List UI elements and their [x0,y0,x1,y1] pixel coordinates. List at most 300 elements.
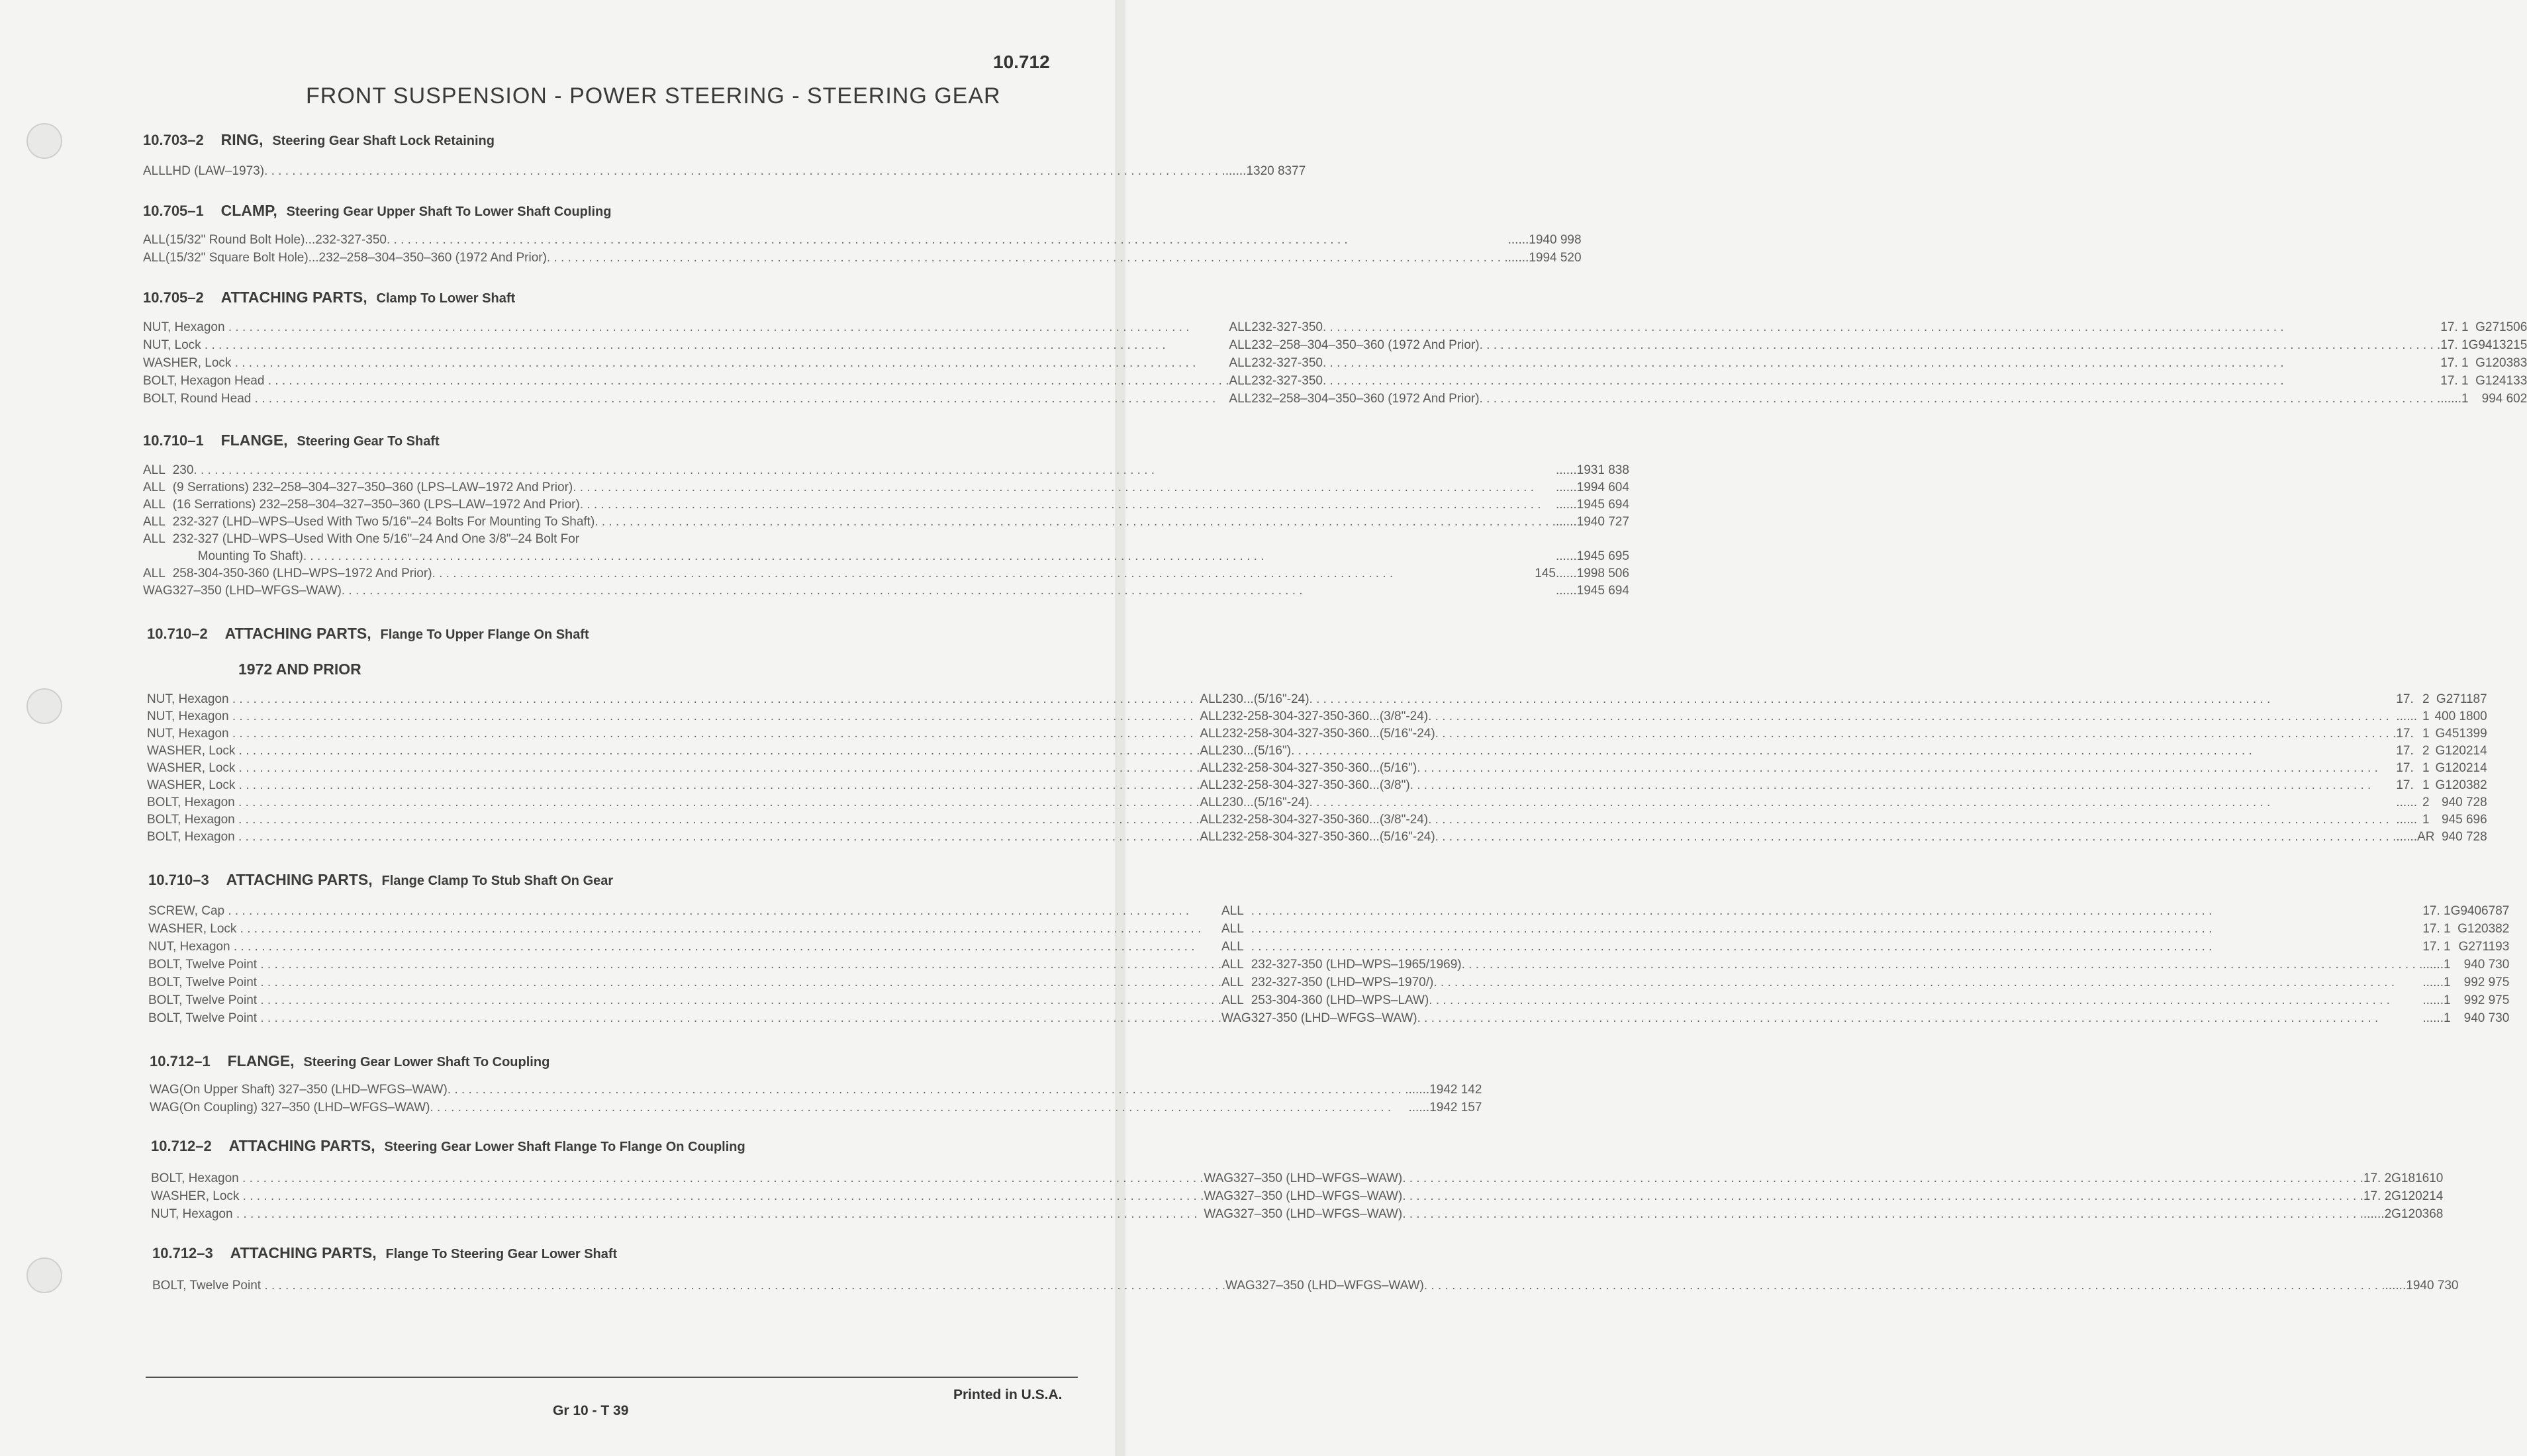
part-number-cell: 940 730 [2463,1011,2510,1025]
part-name: SCREW, Cap [148,904,225,918]
description-text: Mounting To Shaft) [197,549,303,563]
part-number-cell: G271193 [2458,940,2510,954]
section-part-name: ATTACHING PARTS, [230,1244,377,1261]
description-cell [173,515,1556,532]
section-number: 10.710–2 [147,625,208,642]
description-text: 232-327-350 [1251,356,1323,370]
table-row [150,1101,1482,1118]
table-row [143,549,1629,567]
dot-leader [235,830,1200,844]
description-cell [179,1101,1409,1118]
table-row [143,498,1629,515]
dot-leader [193,463,1556,478]
part-name: WASHER, Lock [147,761,236,775]
section-heading [147,625,589,643]
part-number-cell: 940 728 [2442,830,2487,844]
description-text: 327–350 (LHD–WFGS–WAW) [1255,1279,1424,1293]
table-row [147,778,2487,796]
dot-leader [264,374,1229,388]
part-number-cell: 942 142 [1436,1083,1482,1097]
quantity-cell: 1 [1576,567,1584,580]
table-row [143,320,2527,338]
illustration-cell: 17. [2422,922,2440,936]
illustration-cell: ...... [2422,958,2444,972]
part-name: WASHER, Lock [147,744,236,758]
dot-leader [342,584,1556,598]
table-row [143,164,1306,182]
description-cell [1255,1279,2385,1297]
dot-leader [229,692,1194,706]
dot-leader [235,796,1200,809]
section-part-name: FLANGE, [220,432,288,449]
part-name-cell [152,1279,1225,1297]
part-name: NUT, Hexagon [147,692,229,706]
description-text: 327-350 (LHD–WFGS–WAW) [1251,1011,1417,1025]
section-description: Flange To Upper Flange On Shaft [380,627,589,642]
description-wrap [166,164,1225,179]
dot-leader [1291,744,2396,758]
parts-table [143,320,2527,410]
section-description: Flange To Steering Gear Lower Shaft [385,1247,618,1261]
model-cell: WAG [143,584,173,598]
dot-leader [264,164,1225,179]
section-description: Steering Gear Lower Shaft To Coupling [303,1055,550,1069]
model-cell: ALL [1221,958,1244,972]
part-number-cell: 998 506 [1584,567,1629,580]
model-cell: ALL [143,532,166,546]
dot-leader [239,1171,1204,1185]
section-part-name: ATTACHING PARTS, [226,871,373,888]
quantity-cell: 1 [2422,761,2430,775]
description-text: 232-327 (LHD–WPS–Used With One 5/16"–24 And One 3/8"–24 Bolt For [172,532,580,546]
quantity-cell: 1 [2461,356,2469,370]
quantity-cell: 2 [2384,1171,2392,1185]
description-wrap [179,1101,1409,1115]
quantity-cell: 1 [2422,813,2430,827]
model-cell: ALL [1221,922,1244,936]
quantity-cell: 1 [2422,727,2430,741]
quantity-cell: 1 [1576,480,1584,494]
quantity-cell: 1 [2422,709,2430,723]
part-name: NUT, Hexagon [147,709,229,723]
quantity-cell: 2 [2384,1207,2392,1221]
table-row [147,709,2487,727]
illustration-cell: ...... [1408,1101,1430,1115]
illustration-cell: ...... [2396,813,2418,827]
model-cell: WAG [1221,1011,1251,1025]
description-cell [1222,813,2396,830]
dot-leader [257,958,1221,972]
illustration-cell: ...... [1225,164,1247,178]
dot-leader [1424,1279,2385,1293]
dot-leader [257,976,1221,989]
part-name: BOLT, Twelve Point [148,958,258,972]
part-name-cell [143,320,1229,338]
description-text: 232-258-304-327-350-360...(3/8"-24) [1222,813,1429,827]
description-wrap [173,549,1556,564]
part-name: NUT, Hexagon [143,320,225,334]
table-row [143,392,2527,410]
section-description: Steering Gear Upper Shaft To Lower Shaft Coupling [286,205,612,219]
quantity-cell: 1 [2444,940,2451,954]
table-row [143,251,1582,269]
model-cell: ALL [1200,761,1223,775]
illustration-cell: 17. [2396,744,2414,758]
model-cell: ALL [143,233,166,247]
table-row [143,233,1582,251]
description-wrap [1222,761,2396,776]
section-part-name: ATTACHING PARTS, [228,1137,375,1154]
illustration-cell: ...... [1555,549,1577,563]
model-cell: ALL [1200,830,1223,844]
description-text: 232-258-304-327-350-360...(3/8") [1222,778,1410,792]
dot-leader [201,338,1166,352]
part-name: WASHER, Lock [151,1189,240,1203]
table-row [150,1083,1482,1101]
illustration-cell: 17. [2422,904,2440,918]
model-cell: ALL [1200,709,1223,723]
description-wrap [1222,727,2396,741]
description-cell [1222,727,2396,744]
dot-leader [303,549,1556,564]
quantity-cell: 1 [1429,1083,1437,1097]
part-name: BOLT, Hexagon [147,796,235,809]
model-cell: ALL [1221,976,1244,989]
section-number: 10.712–2 [151,1138,212,1154]
illustration-cell: ...... [2422,993,2444,1007]
part-number-cell: G120383 [2475,356,2527,370]
section-number: 10.703–2 [143,132,204,148]
description-wrap [1251,1011,2423,1026]
part-number-cell: G120382 [2457,922,2510,936]
description-cell [173,480,1556,498]
illustration-cell: ...... [1507,233,1529,247]
illustration-cell: ...... [2440,392,2461,406]
description-wrap [1222,709,2396,724]
quantity-cell: 1 [1529,233,1536,247]
description-text: (15/32" Round Bolt Hole)...232-327-350 [165,233,387,247]
description-wrap [173,567,1556,581]
part-number-cell: 945 694 [1584,498,1629,512]
part-number-cell: 945 694 [1584,584,1629,598]
dot-leader [1417,1011,2423,1026]
description-text: 232-258-304-327-350-360...(3/8"-24) [1222,709,1429,723]
description-text: 230 [172,463,194,477]
model-cell: WAG [150,1101,179,1115]
table-row [147,692,2487,709]
part-name-cell [147,692,1200,709]
quantity-cell: 1 [2422,778,2430,792]
description-wrap [1233,1207,2363,1222]
section-heading [152,1244,617,1262]
table-row [148,940,2509,958]
table-row [148,904,2509,922]
quantity-cell: 1 [1576,549,1584,563]
description-wrap [1251,976,2423,990]
table-row [151,1207,2443,1225]
dot-leader [230,940,1195,954]
model-cell: ALL [143,515,166,529]
part-number-cell: G271187 [2436,692,2487,706]
part-name-cell [147,813,1200,830]
dot-leader [1402,1207,2363,1222]
section-heading [143,432,440,449]
model-cell: ALL [1200,813,1223,827]
description-cell [166,251,1508,269]
description-wrap [173,498,1556,512]
dot-leader [261,1279,1225,1293]
quantity-cell: 2 [2422,744,2430,758]
illustration-cell: 17. [2396,727,2414,741]
description-cell [1251,356,2440,374]
dot-leader [547,251,1508,265]
description-cell [1251,976,2423,993]
dot-leader [235,761,1200,775]
section-heading [143,202,611,220]
part-number-cell: 940 730 [2463,958,2510,972]
description-cell [173,532,1556,549]
table-row [148,1011,2509,1029]
description-text: 327–350 (LHD–WFGS–WAW) [1233,1171,1403,1185]
model-cell: WAG [1204,1189,1234,1203]
model-cell: ALL [1200,692,1223,706]
quantity-cell: 1 [2461,374,2469,388]
illustration-cell: ...... [1507,251,1529,265]
part-name: WASHER, Lock [143,356,232,370]
dot-leader [1323,356,2440,371]
quantity-cell: AR [2417,830,2435,844]
description-text: 232-258-304-327-350-360...(5/16"-24) [1222,727,1435,741]
description-cell [1233,1171,2363,1189]
dot-leader [231,356,1196,370]
table-row [147,830,2487,847]
quantity-cell [1577,532,1584,549]
section-part-name: RING, [220,131,263,148]
description-cell [173,567,1556,584]
dot-leader [235,813,1200,827]
description-text: (15/32" Square Bolt Hole)...232–258–304–350–360 (1972 And Prior) [165,251,547,265]
table-row [143,356,2527,374]
part-name: WASHER, Lock [148,922,237,936]
table-row [147,796,2487,813]
description-cell [1233,1207,2363,1225]
dot-leader [595,515,1556,529]
section-number: 10.710–3 [148,872,209,888]
part-number-cell: 400 1800 [2434,709,2487,723]
part-number-cell: 940 998 [1535,233,1582,247]
table-row [143,480,1629,498]
description-text: (On Coupling) 327–350 (LHD–WFGS–WAW) [179,1101,430,1115]
dot-leader [1402,1171,2363,1186]
illustration-cell: 17. [2422,940,2440,954]
dot-leader [448,1083,1409,1097]
binder-hole [26,1257,62,1293]
model-cell: ALL [1229,320,1252,334]
part-name: BOLT, Hexagon [147,813,235,827]
dot-leader [257,1011,1221,1025]
description-cell [173,584,1556,601]
dot-leader [1433,976,2422,990]
description-wrap [1251,374,2440,388]
illustration-cell: 17. [2363,1171,2381,1185]
footer-rule [146,1377,1078,1378]
part-name-cell [143,356,1229,374]
description-wrap [173,480,1556,495]
section-description: Steering Gear Lower Shaft Flange To Flange On Coupling [384,1140,745,1154]
part-number-cell: G271506 [2475,320,2527,334]
part-number-cell: 994 520 [1535,251,1582,265]
part-name-cell [148,958,1221,976]
description-text: (On Upper Shaft) 327–350 (LHD–WFGS–WAW) [179,1083,448,1097]
part-name: NUT, Hexagon [151,1207,233,1221]
description-wrap [1233,1189,2363,1204]
quantity-cell: 1 [1576,515,1584,529]
part-name-cell [143,338,1229,356]
model-cell: ALL [143,463,166,477]
table-row [143,374,2527,392]
description-cell [1251,993,2423,1011]
dot-leader [580,498,1556,512]
section-number: 10.705–1 [143,203,204,219]
quantity-cell: 1 [2444,922,2451,936]
footer-code: Gr 10 - T 39 [553,1403,629,1418]
illustration-cell: ...... [2396,830,2418,844]
dot-leader [1251,904,2423,919]
description-wrap [173,532,1556,547]
table-row [148,958,2509,976]
dot-leader [236,922,1201,936]
section-description: Flange Clamp To Stub Shaft On Gear [381,874,614,888]
description-text: 327–350 (LHD–WFGS–WAW) [1233,1189,1403,1203]
illustration-cell: ...... [2396,796,2418,809]
illustration-cell: 17. [2440,320,2458,334]
illustration-cell: ...... [1555,584,1577,598]
part-name-cell [147,709,1200,727]
illustration-cell [1556,532,1577,549]
model-cell: ALL [1200,778,1223,792]
illustration-cell: 17. [2363,1189,2381,1203]
table-row [143,463,1629,480]
illustration-cell: ...... [1555,480,1577,494]
part-number-cell: 992 975 [2463,993,2510,1007]
model-cell: ALL [1229,338,1252,352]
section-number: 10.710–1 [143,432,204,449]
table-row [147,761,2487,778]
description-wrap [1251,940,2423,954]
model-cell: ALL [143,498,166,512]
description-text: 232–258–304–350–360 (1972 And Prior) [1251,338,1480,352]
model-cell: WAG [1204,1207,1234,1221]
part-name: NUT, Hexagon [147,727,229,741]
page-number: 10.712 [993,52,1050,72]
quantity-cell: 1 [2406,1279,2413,1293]
quantity-cell: 1 [2444,993,2451,1007]
description-cell [1222,830,2396,847]
description-wrap [173,584,1556,598]
part-number-cell: 320 8377 [1253,164,1306,178]
description-cell [1251,958,2423,976]
part-name: BOLT, Twelve Point [148,993,258,1007]
description-cell [166,164,1225,182]
description-text: 232-327-350 (LHD–WPS–1965/1969) [1251,958,1462,972]
description-wrap [179,1083,1409,1097]
parts-table [151,1171,2443,1225]
table-row [143,584,1629,601]
illustration-cell: ...... [2422,976,2444,989]
quantity-cell: 1 [1576,584,1584,598]
table-row [143,338,2527,356]
quantity-cell: 1 [2444,1011,2451,1025]
part-name-cell [151,1171,1204,1189]
part-number-cell: 945 695 [1584,549,1629,563]
part-name: NUT, Hexagon [148,940,230,954]
dot-leader [233,1207,1198,1221]
description-cell [1233,1189,2363,1207]
illustration-cell: ...... [1555,498,1577,512]
parts-table [143,233,1582,269]
part-number-cell: G9413215 [2468,338,2527,352]
dot-leader [1417,761,2396,776]
part-name-cell [148,904,1221,922]
description-cell [173,498,1556,515]
description-wrap [1222,778,2396,793]
description-text: 327–350 (LHD–WFGS–WAW) [172,584,342,598]
section-heading [143,131,495,149]
description-cell [1251,1011,2423,1029]
quantity-cell: 1 [2444,958,2451,972]
description-cell [1251,374,2440,392]
section-number: 10.705–2 [143,289,204,306]
description-text: LHD (LAW–1973) [165,164,265,178]
description-text: 230...(5/16"-24) [1222,796,1310,809]
model-cell [143,549,173,567]
part-number-cell: 994 602 [2481,392,2527,406]
part-number-cell: 931 838 [1584,463,1629,477]
description-wrap [1251,392,2440,406]
section-heading [148,871,613,889]
dot-leader [257,993,1221,1007]
section-number: 10.712–3 [152,1245,213,1261]
description-wrap [1222,813,2396,827]
description-wrap [1251,993,2423,1008]
part-name-cell [147,727,1200,744]
model-cell: ALL [143,480,166,494]
description-cell [1251,338,2440,356]
part-number-cell: 945 696 [2442,813,2487,827]
dot-leader [225,320,1190,334]
model-cell: ALL [1229,392,1252,406]
dot-leader [1480,392,2441,406]
part-name: BOLT, Hexagon [147,830,235,844]
quantity-cell: 2 [2422,692,2430,706]
description-text: (16 Serrations) 232–258–304–327–350–360 (LPS–LAW–1972 And Prior) [172,498,580,512]
description-text: 327–350 (LHD–WFGS–WAW) [1233,1207,1403,1221]
illustration-cell: 17. [2440,338,2458,352]
table-row [143,532,1629,549]
section-description: Clamp To Lower Shaft [376,291,516,306]
table-row [148,976,2509,993]
part-number-cell: G120382 [2435,778,2487,792]
page-title: FRONT SUSPENSION - POWER STEERING - STEERING GEAR [306,83,1001,109]
part-name-cell [143,392,1229,410]
description-text: 258-304-350-360 (LHD–WPS–1972 And Prior) [172,567,432,580]
parts-table [152,1279,2459,1297]
description-cell [1222,709,2396,727]
quantity-cell: 1 [1576,498,1584,512]
table-row [151,1189,2443,1207]
part-number-cell: G181610 [2391,1171,2444,1185]
description-wrap [1251,904,2423,919]
